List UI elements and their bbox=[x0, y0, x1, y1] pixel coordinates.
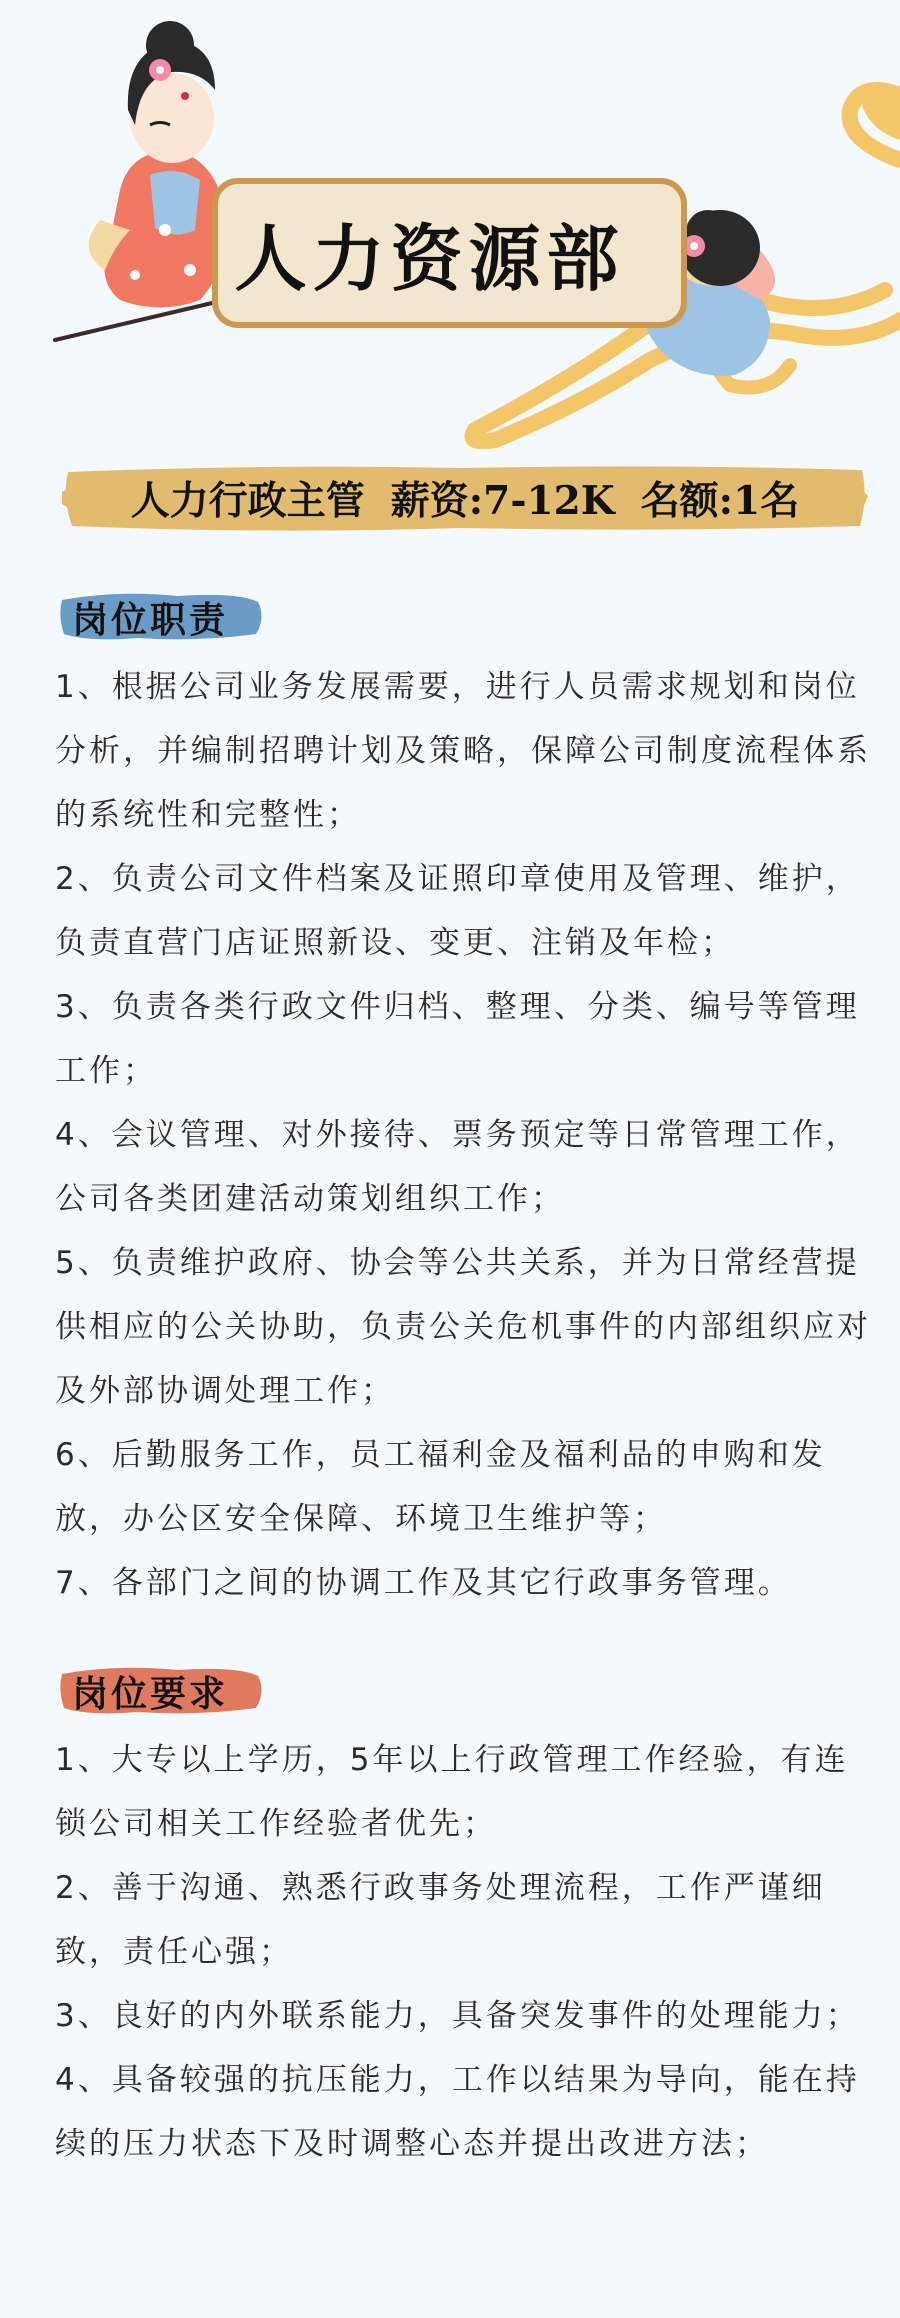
duty-item: 1、根据公司业务发展需要，进行人员需求规划和岗位分析，并编制招聘计划及策略，保障公司制度流程体系的系统性和完整性； bbox=[55, 669, 871, 833]
job-position: 人力行政主管 bbox=[130, 478, 365, 524]
duties-list bbox=[55, 655, 875, 1615]
job-info-banner bbox=[62, 462, 868, 534]
requirement-item: 3、良好的内外联系能力，具备突发事件的处理能力； bbox=[55, 1998, 860, 2034]
duties-heading-block bbox=[58, 588, 268, 644]
left-lady-figure bbox=[89, 21, 228, 308]
requirement-item: 4、具备较强的抗压能力，工作以结果为导向，能在持续的压力状态下及时调整心态并提出改进方法； bbox=[55, 2062, 860, 2162]
duties-heading: 岗位职责 bbox=[72, 599, 229, 641]
requirements-heading: 岗位要求 bbox=[72, 1673, 229, 1715]
duty-item: 2、负责公司文件档案及证照印章使用及管理、维护，负责直营门店证照新设、变更、注销及年检； bbox=[55, 861, 860, 961]
job-salary: 薪资:7-12K bbox=[390, 478, 615, 524]
requirement-item: 1、大专以上学历，5年以上行政管理工作经验，有连锁公司相关工作经验者优先； bbox=[55, 1742, 849, 1842]
requirements-heading-block bbox=[58, 1662, 268, 1718]
requirement-item: 2、善于沟通、熟悉行政事务处理流程，工作严谨细致，责任心强； bbox=[55, 1870, 826, 1970]
department-title-box bbox=[212, 178, 687, 328]
duty-item: 3、负责各类行政文件归档、整理、分类、编号等管理工作； bbox=[55, 989, 860, 1089]
job-quota: 名额:1名 bbox=[640, 478, 800, 524]
requirements-list bbox=[55, 1728, 875, 2176]
duty-item: 7、各部门之间的协调工作及其它行政事务管理。 bbox=[55, 1565, 792, 1601]
ground-line bbox=[55, 300, 225, 340]
duty-item: 6、后勤服务工作，员工福利金及福利品的申购和发放，办公区安全保障、环境卫生维护等； bbox=[55, 1437, 826, 1537]
duty-item: 4、会议管理、对外接待、票务预定等日常管理工作，公司各类团建活动策划组织工作； bbox=[55, 1117, 860, 1217]
duty-item: 5、负责维护政府、协会等公共关系，并为日常经营提供相应的公关协助，负责公关危机事件的内部组织应对及外部协调处理工作； bbox=[55, 1245, 871, 1409]
department-title: 人力资源部 bbox=[234, 216, 625, 301]
